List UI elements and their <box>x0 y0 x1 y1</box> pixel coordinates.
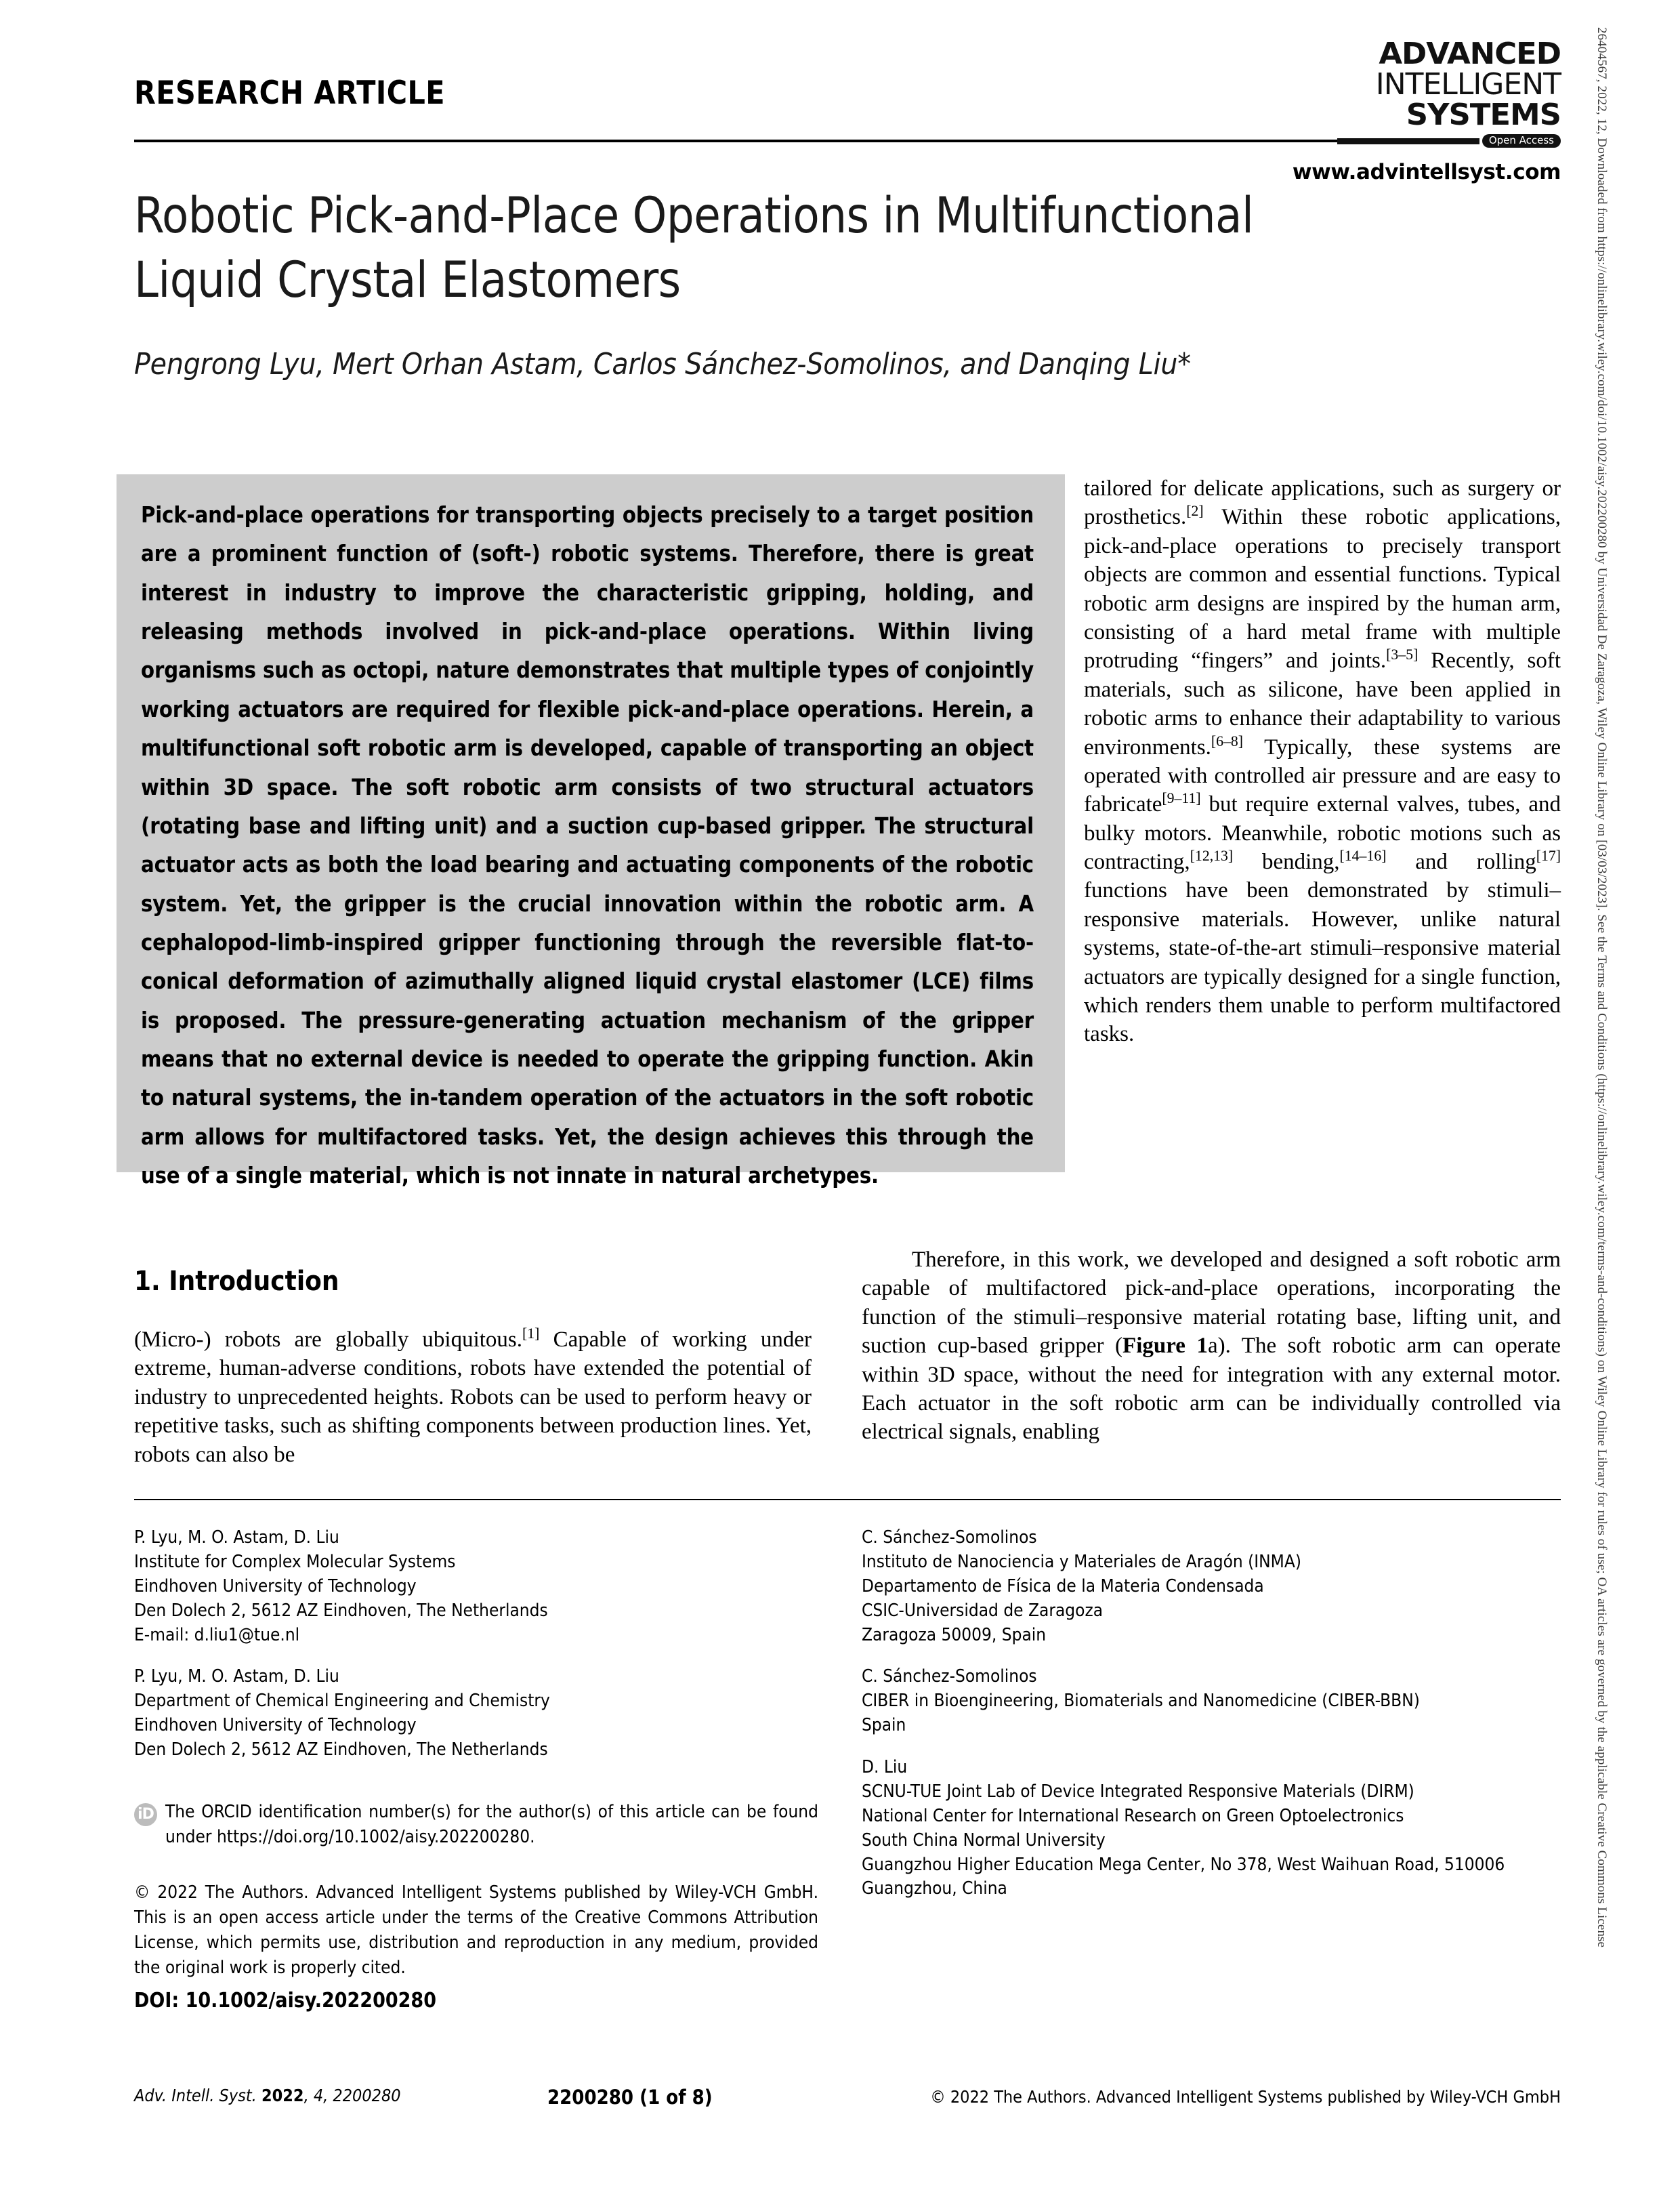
affiliation-line: Institute for Complex Molecular Systems <box>134 1551 456 1572</box>
license-note: © 2022 The Authors. Advanced Intelligent Systems published by Wiley-VCH GmbH. This is an open access article under the terms of the Creative Commons Attribution License, which permits use, distribution and reproduction in any medium, provided the original work is properly cited. <box>134 1882 818 1978</box>
affiliations-left <box>134 1526 818 1780</box>
affiliation-authors: C. Sánchez-Somolinos <box>862 1666 1037 1687</box>
affiliation-line: Den Dolech 2, 5612 AZ Eindhoven, The Netherlands <box>134 1600 548 1621</box>
paragraph-this-work: Therefore, in this work, we developed and designed a soft robotic arm capable of multifactored pick-and-place operations, incorporating the function of the stimuli–responsive material rotating base, lifting unit, and suction cup-based gripper (Figure 1a). The soft robotic arm can operate within 3D space, without the need for integration with any external motor. Each actuator in the soft robotic arm can be individually controlled via electrical signals, enabling <box>862 1247 1561 1445</box>
affiliation-block <box>134 1665 818 1762</box>
journal-logo-line-intelligent: INTELLIGENT <box>1375 67 1561 102</box>
affiliation-line: Eindhoven University of Technology <box>134 1715 417 1736</box>
affiliation-line: Zaragoza 50009, Spain <box>862 1624 1047 1645</box>
affiliation-line: Eindhoven University of Technology <box>134 1575 417 1596</box>
footnote-divider <box>134 1499 1561 1500</box>
masthead-divider <box>134 140 1353 142</box>
introduction-right-column <box>862 1245 1561 1447</box>
orcid-icon: iD <box>134 1803 157 1826</box>
affiliation-block <box>862 1526 1566 1647</box>
logo-rule <box>1337 138 1479 144</box>
affiliation-authors: D. Liu <box>862 1757 908 1777</box>
affiliation-line: Department of Chemical Engineering and Chemistry <box>134 1691 550 1712</box>
paragraph-intro-continued: tailored for delicate applications, such as surgery or prosthetics.[2] Within these robotic applications, pick-and-place operations to precisely transport objects are common and essential functions. Typical robotic arm designs are inspired by the human arm, consisting of a hard metal frame with multiple protruding “fingers” and joints.[3–5] Recently, soft materials, such as silicone, have been applied in robotic arms to enhance their adaptability to various environments.[6–8] Typically, these systems are operated with controlled air pressure and are easy to fabricate[9–11] but require external valves, tubes, and bulky motors. Meanwhile, robotic motions such as contracting,[12,13] bending,[14–16] and rolling[17] functions have been demonstrated by stimuli–responsive materials. However, unlike natural systems, state-of-the-art stimuli–responsive material actuators are typically designed for a single function, which renders them unable to perform multifactored tasks. <box>1084 476 1561 1047</box>
doi-line[interactable]: DOI: 10.1002/aisy.202200280 <box>134 1989 436 2012</box>
affiliation-line: CSIC-Universidad de Zaragoza <box>862 1600 1104 1621</box>
footer-page-number: 2200280 (1 of 8) <box>547 2086 713 2109</box>
journal-logo <box>1337 39 1561 148</box>
affiliation-line: South China Normal University <box>862 1830 1106 1851</box>
journal-logo-line-advanced: ADVANCED <box>1379 37 1561 71</box>
affiliation-authors: P. Lyu, M. O. Astam, D. Liu <box>134 1527 339 1548</box>
download-provenance-notice: 26404567, 2022, 12, Downloaded from https://onlinelibrary.wiley.com/doi/10.1002/aisy.202200280 by Universidad De Zaragoza, Wiley Online Library on [03/03/2023]. See the Terms and Conditions (https://onlinelibrary.wiley.com/terms-and-conditions) on Wiley Online Library for rules of use; OA articles are governed by the applicable Creative Commons License <box>1595 27 1609 1948</box>
affiliation-line: National Center for International Research on Green Optoelectronics <box>862 1805 1404 1826</box>
paragraph-introduction: (Micro-) robots are globally ubiquitous.[1] Capable of working under extreme, human-adverse conditions, robots have extended the potential of industry to unprecedented heights. Robots can be used to perform heavy or repetitive tasks, such as shifting components between production lines. Yet, robots can also be <box>134 1325 812 1467</box>
abstract-text: Pick-and-place operations for transporting objects precisely to a target position are a prominent function of (soft-) robotic systems. Therefore, there is great interest in industry to improve the characteristic gripping, holding, and releasing methods involved in pick-and-place operations. Within living organisms such as octopi, nature demonstrates that multiple types of conjointly working actuators are required for flexible pick-and-place operations. Herein, a multifunctional soft robotic arm is developed, capable of transporting an object within 3D space. The soft robotic arm consists of two structural actuators (rotating base and lifting unit) and a suction cup-based gripper. The structural actuator acts as both the load bearing and actuating components of the robotic system. Yet, the gripper is the crucial innovation within the robotic arm. A cephalopod-limb-inspired gripper functioning through the reversible flat-to-conical deformation of azimuthally aligned liquid crystal elastomer (LCE) films is proposed. The pressure-generating actuation mechanism of the gripper means that no external device is needed to operate the gripping function. Akin to natural systems, the in-tandem operation of the actuators in the soft robotic arm allows for multifactored tasks. Yet, the design achieves this through the use of a single material, which is not innate in natural archetypes. <box>141 502 1034 1189</box>
intro-continued-column <box>1084 474 1561 1049</box>
orcid-note-text: The ORCID identification number(s) for the author(s) of this article can be found under https://doi.org/10.1002/aisy.202200280. <box>165 1802 818 1847</box>
open-access-badge: Open Access <box>1482 134 1561 148</box>
journal-logo-line-systems: SYSTEMS <box>1406 98 1561 132</box>
footer-citation: Adv. Intell. Syst. 2022, 4, 2200280 <box>134 2086 401 2105</box>
affiliation-block <box>862 1665 1566 1738</box>
affiliation-line: Den Dolech 2, 5612 AZ Eindhoven, The Netherlands <box>134 1739 548 1760</box>
affiliation-authors: P. Lyu, M. O. Astam, D. Liu <box>134 1666 339 1687</box>
affiliations-right <box>862 1526 1566 1919</box>
affiliation-authors: C. Sánchez-Somolinos <box>862 1527 1037 1548</box>
section-heading-introduction: 1. Introduction <box>134 1266 339 1297</box>
journal-url[interactable]: www.advintellsyst.com <box>1292 160 1561 184</box>
abstract-panel <box>117 474 1065 1189</box>
page-title: Robotic Pick-and-Place Operations in Multifunctional Liquid Crystal Elastomers <box>134 187 1254 309</box>
affiliation-line: Departamento de Física de la Materia Condensada <box>862 1575 1264 1596</box>
affiliation-line: Guangzhou Higher Education Mega Center, No 378, West Waihuan Road, 510006 Guangzhou, China <box>862 1854 1505 1899</box>
affiliation-line: Instituto de Nanociencia y Materiales de Aragón (INMA) <box>862 1551 1301 1572</box>
affiliation-line: Spain <box>862 1715 906 1736</box>
open-access-row <box>1337 134 1561 148</box>
affiliation-block <box>134 1526 818 1647</box>
author-list: Pengrong Lyu, Mert Orhan Astam, Carlos Sánchez-Somolinos, and Danqing Liu* <box>134 347 1191 381</box>
page-footer <box>134 2086 1561 2113</box>
affiliation-line: CIBER in Bioengineering, Biomaterials and Nanomedicine (CIBER-BBN) <box>862 1691 1420 1712</box>
article-type-label: RESEARCH ARTICLE <box>134 75 445 112</box>
affiliation-block <box>862 1756 1566 1901</box>
orcid-note <box>134 1800 818 1850</box>
footer-copyright: © 2022 The Authors. Advanced Intelligent Systems published by Wiley-VCH GmbH <box>930 2087 1561 2107</box>
introduction-left-column <box>134 1325 812 1469</box>
masthead <box>134 37 1561 184</box>
affiliation-line: SCNU-TUE Joint Lab of Device Integrated Responsive Materials (DIRM) <box>862 1781 1414 1802</box>
affiliation-line: E-mail: d.liu1@tue.nl <box>134 1624 300 1645</box>
